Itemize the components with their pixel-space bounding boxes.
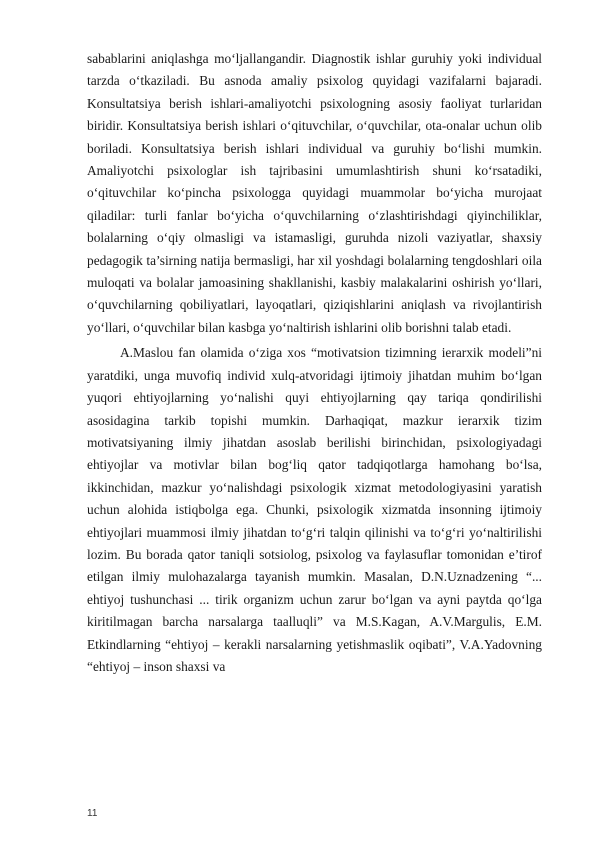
paragraph-maslow: A.Maslou fan olamida o‘ziga xos “motivatsion tizimning ierarxik modeli”ni yaratdiki, unga muvofiq individ xulq-atvoridagi ijtimoiy jihatdan muhim bo‘lgan yuqori ehtiyojlarning yo‘nalishi quyi ehtiyojlarning qay tariqa qondirilishi asosidagina tarkib topishi mumkin. Darhaqiqat, mazkur ierarxik tizim motivatsiyaning ilmiy jihatdan asoslab berilishi birinchidan, psixologiyadagi ehtiyojlar va motivlar bilan bog‘liq qator tadqiqotlarga hamohang bo‘lsa, ikkinchidan, mazkur yo‘nalishdagi psixologik xizmat metodologiyasini yaratish uchun alohida istiqbolga ega. Chunki, psixologik xizmatda insonning ijtimoiy ehtiyojlari muammosi ilmiy jihatdan to‘g‘ri talqin qilinishi va to‘g‘ri yo‘naltirilishi lozim. Bu borada qator taniqli sotsiolog, psixolog va faylasuflar tomonidan e’tirof etilgan ilmiy mulohazalarga tayanish mumkin. Masalan, D.N.Uznadzening “... ehtiyoj tushunchasi ... tirik organizm uchun zarur bo‘lgan va ayni paytda qo‘lga kiritilmagan barcha narsalarga taalluqli” va M.S.Kagan, A.V.Margulis, E.M. Etkindlarning “ehtiyoj – kerakli narsalarning yetishmaslik oqibati”, V.A.Yadovning “ehtiyoj – inson shaxsi va xyxy=(87,345,542,674)
document-page xyxy=(87,48,542,678)
paragraph-diagnostics: sabablarini aniqlashga mo‘ljallangandir. Diagnostik ishlar guruhiy yoki individual tarzda o‘tkaziladi. Bu asnoda amaliy psixolog quyidagi vazifalarni bajaradi. Konsultatsiya berish ishlari-amaliyotchi psixologning asosiy faoliyat turlaridan biridir. Konsultatsiya berish ishlari o‘qituvchilar, o‘quvchilar, ota-onalar uchun olib boriladi. Konsultatsiya berish ishlari individual va guruhiy bo‘lishi mumkin. Amaliyotchi psixologlar ish tajribasini umumlashtirish shuni ko‘rsatadiki, o‘qituvchilar ko‘pincha psixologga quyidagi muammolar bo‘yicha murojaat qiladilar: turli fanlar bo‘yicha o‘quvchilarning o‘zlashtirishdagi qiyinchiliklar, bolalarning o‘qiy olmasligi va istamasligi, guruhda nizoli vaziyatlar, shaxsiy pedagogik ta’sirning natija bermasligi, har xil yoshdagi bolalarning tengdoshlari oila muloqati va bolalar jamoasining shakllanishi, kasbiy malakalarini oshirish yo‘llari, o‘quvchilarning qobiliyatlari, layoqatlari, qiziqishlarini aniqlash va rivojlantirish yo‘llari, o‘quvchilar bilan kasbga yo‘naltirish ishlarini olib borishni talab etadi. xyxy=(87,51,542,335)
page-number: 11 xyxy=(87,808,98,819)
